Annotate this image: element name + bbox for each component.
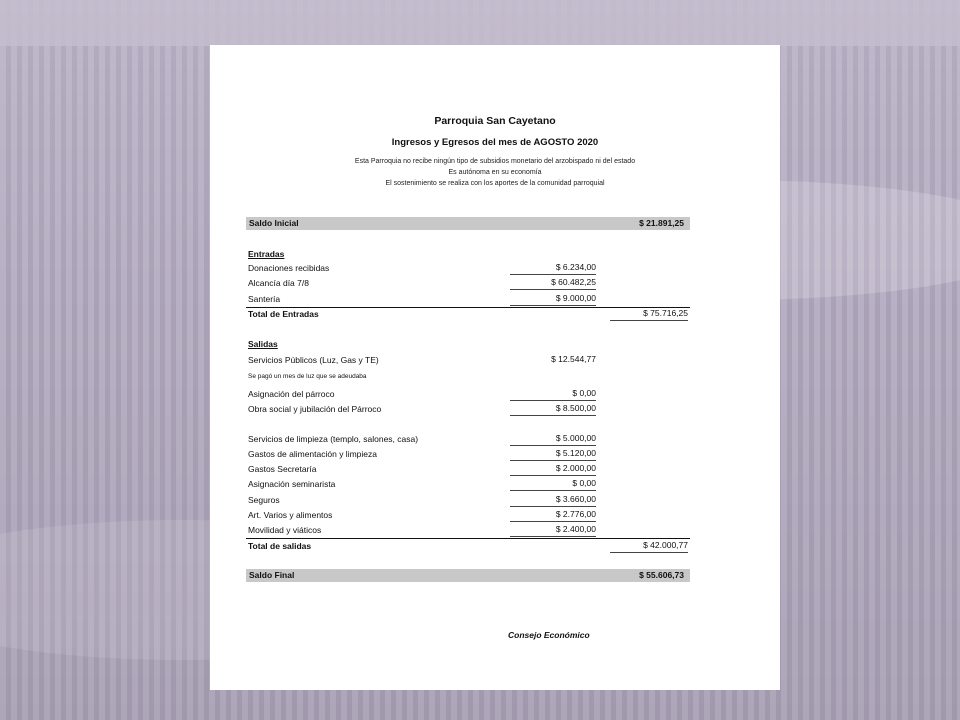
saldo-inicial-value: $ 21.891,25 — [639, 218, 684, 228]
salida-label: Obra social y jubilación del Párroco — [248, 404, 382, 414]
salida-label: Movilidad y viáticos — [248, 525, 322, 535]
salida-label: Servicios de limpieza (templo, salones, casa) — [248, 434, 419, 444]
entrada-label: Alcancía día 7/8 — [248, 278, 309, 288]
salida-label: Servicios Públicos (Luz, Gas y TE) — [248, 355, 379, 365]
saldo-inicial-row — [246, 217, 690, 230]
entrada-label: Santería — [248, 294, 281, 304]
salida-value: $ 2.400,00 — [510, 523, 596, 537]
document-subtitle: Ingresos y Egresos del mes de AGOSTO 2020 — [391, 137, 599, 148]
salida-value: $ 2.776,00 — [510, 508, 596, 522]
saldo-final-value: $ 55.606,73 — [639, 570, 684, 580]
salida-value: $ 2.000,00 — [510, 462, 596, 476]
salidas-total-label: Total de salidas — [248, 541, 312, 551]
document-title: Parroquia San Cayetano — [434, 115, 556, 127]
note-line-2: Es autónoma en su economía — [448, 169, 542, 176]
salidas-total-value: $ 42.000,77 — [610, 539, 688, 553]
salida-value: $ 3.660,00 — [510, 493, 596, 507]
signature: Consejo Económico — [508, 630, 590, 640]
salida-value: $ 8.500,00 — [510, 402, 596, 416]
saldo-inicial-label: Saldo Inicial — [249, 218, 299, 228]
entradas-total-label: Total de Entradas — [248, 309, 319, 319]
salida-value: $ 12.544,77 — [551, 354, 596, 364]
saldo-final-label: Saldo Final — [249, 570, 295, 580]
saldo-final-row — [246, 569, 690, 582]
salida-label: Art. Varios y alimentos — [248, 510, 333, 520]
background-top-band — [0, 0, 960, 46]
salida-note: Se pagó un mes de luz que se adeudaba — [248, 373, 367, 380]
salidas-heading: Salidas — [248, 339, 278, 349]
entrada-value: $ 9.000,00 — [510, 292, 596, 306]
entrada-label: Donaciones recibidas — [248, 263, 330, 273]
salida-label: Gastos de alimentación y limpieza — [248, 449, 377, 459]
salida-label: Seguros — [248, 495, 280, 505]
entradas-total-value: $ 75.716,25 — [610, 307, 688, 321]
entrada-value: $ 6.234,00 — [510, 261, 596, 275]
salida-value: $ 0,00 — [510, 477, 596, 491]
salida-value: $ 5.120,00 — [510, 447, 596, 461]
salida-label: Gastos Secretaría — [248, 464, 317, 474]
salida-label: Asignación del párroco — [248, 389, 335, 399]
entrada-value: $ 60.482,25 — [510, 276, 596, 290]
salida-label: Asignación seminarista — [248, 479, 336, 489]
salida-value: $ 5.000,00 — [510, 432, 596, 446]
document-page — [210, 45, 780, 690]
note-line-1: Esta Parroquia no recibe ningún tipo de subsidios monetario del arzobispado ni del estado — [354, 158, 636, 165]
salida-value: $ 0,00 — [510, 387, 596, 401]
note-line-3: El sostenimiento se realiza con los aportes de la comunidad parroquial — [385, 180, 605, 187]
entradas-heading: Entradas — [248, 249, 285, 259]
